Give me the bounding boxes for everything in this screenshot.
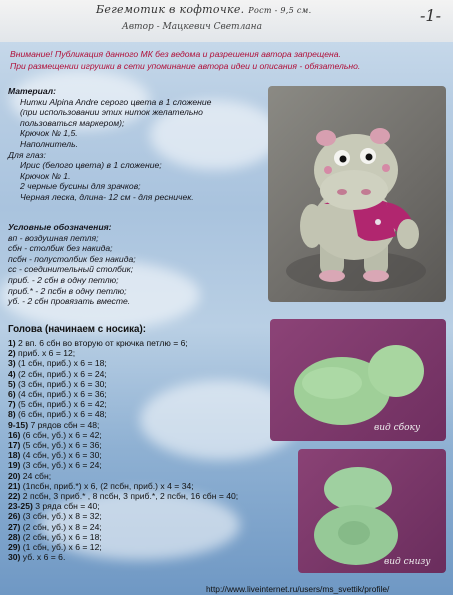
row-number: 1) (8, 338, 16, 348)
row-number: 3) (8, 358, 16, 369)
head-row (8, 420, 238, 430)
side-view-caption: вид сбоку (374, 423, 421, 433)
materials-line: пользоваться маркером); (20, 117, 125, 128)
head-section-title: Голова (начинаем с носика): (8, 324, 146, 335)
head-row (8, 399, 238, 409)
head-row (8, 522, 238, 532)
legend-line: сс - соединительный столбик; (8, 264, 134, 275)
row-number: 28) (8, 531, 21, 542)
row-text: 2 вп. 6 сбн во вторую от крючка петлю = 6; (15, 338, 188, 348)
row-text: (4 сбн, приб.) х 6 = 36; (15, 389, 107, 400)
page-header (0, 0, 453, 42)
head-row (8, 532, 238, 542)
row-text: 3 ряда сбн = 40; (32, 501, 100, 512)
head-row (8, 460, 238, 470)
row-text: (5 сбн, приб.) х 6 = 42; (15, 399, 107, 410)
row-text: (4 сбн, уб.) х 6 = 30; (20, 450, 102, 461)
row-number: 21) (8, 480, 21, 491)
row-text: уб. х 6 = 6. (20, 552, 66, 563)
head-row (8, 389, 238, 399)
head-row (8, 348, 238, 358)
row-text: (1 сбн, уб.) х 6 = 12; (20, 542, 102, 553)
head-row (8, 471, 238, 481)
row-text: (2 сбн, приб.) х 6 = 24; (15, 368, 107, 379)
bottom-view-caption: вид снизу (384, 557, 431, 567)
row-number: 30) (8, 552, 21, 563)
row-text: 2 псбн, 3 приб.* , 8 псбн, 3 приб.*, 2 псбн, 16 сбн = 40; (20, 491, 239, 502)
legend-line: уб. - 2 сбн провязать вместе. (8, 296, 131, 307)
row-text: 7 рядов сбн = 48; (28, 419, 100, 430)
row-number: 29) (8, 542, 21, 553)
page-title: Бегемотик в кофточке. Рост - 9,5 см. (96, 3, 312, 16)
legend-line: сбн - столбик без накида; (8, 243, 113, 254)
materials-heading: Материал: (8, 86, 56, 96)
hippo-toy-illustration (268, 86, 446, 302)
head-row (8, 501, 238, 511)
row-text: (6 сбн, приб.) х 6 = 48; (15, 409, 107, 420)
eyes-heading: Для глаз: (8, 149, 46, 160)
row-number: 8) (8, 409, 16, 420)
row-text: (1псбн, приб.*) х 6, (2 псбн, приб.) х 4 = 34; (20, 480, 194, 491)
bottom-view-illustration (298, 449, 446, 573)
warning-line-1: Внимание! Публикация данного МК без ведома и разрешения автора запрещена. (10, 49, 341, 59)
head-row (8, 338, 238, 348)
row-text: (2 сбн, уб.) х 6 = 18; (20, 531, 102, 542)
row-number: 4) (8, 368, 16, 379)
row-text: (1 сбн, приб.) х 6 = 18; (15, 358, 107, 369)
side-view-photo (270, 319, 446, 441)
row-text: 24 сбн; (20, 470, 52, 481)
eyes-line: 2 черные бусины для зрачков; (20, 181, 141, 192)
legend-line: вп - воздушная петля; (8, 232, 99, 243)
legend-line: приб. - 2 сбн в одну петлю; (8, 274, 119, 285)
head-row (8, 491, 238, 501)
head-row (8, 542, 238, 552)
legend-line: приб.* - 2 псбн в одну петлю; (8, 285, 127, 296)
legend-block (8, 222, 136, 307)
row-text: приб. х 6 = 12; (15, 348, 76, 359)
head-row (8, 511, 238, 521)
warning-line-2: При размещении игрушки в сети упоминание автора идеи и описания - обязательно. (10, 61, 361, 71)
row-number: 19) (8, 460, 21, 471)
row-number: 7) (8, 399, 16, 410)
row-number: 16) (8, 429, 21, 440)
legend-heading: Условные обозначения: (8, 222, 112, 232)
materials-line: Крючок № 1,5. (20, 128, 78, 139)
row-number: 17) (8, 440, 21, 451)
head-row (8, 450, 238, 460)
hippo-photo (268, 86, 446, 302)
author-line: Автор - Мацкевич Светлана (122, 22, 262, 32)
row-number: 22) (8, 491, 21, 502)
row-number: 27) (8, 521, 21, 532)
materials-line: (при использовании этих ниток желательно (20, 107, 203, 118)
head-row (8, 358, 238, 368)
bottom-view-photo (298, 449, 446, 573)
head-row (8, 440, 238, 450)
source-url[interactable]: http://www.liveinternet.ru/users/ms_svettik/profile/ (206, 584, 390, 594)
head-row (8, 379, 238, 389)
row-number: 20) (8, 470, 21, 481)
row-number: 6) (8, 389, 16, 400)
head-row (8, 409, 238, 419)
row-number: 5) (8, 378, 16, 389)
materials-line: Наполнитель. (20, 138, 78, 149)
head-row (8, 369, 238, 379)
eyes-line: Крючок № 1. (20, 170, 71, 181)
row-text: (3 сбн, уб.) х 8 = 32; (20, 511, 102, 522)
row-text: (6 сбн, уб.) х 6 = 42; (20, 429, 102, 440)
row-number: 2) (8, 348, 16, 359)
row-number: 9-15) (8, 419, 29, 430)
row-text: (2 сбн, уб.) х 8 = 24; (20, 521, 102, 532)
head-row (8, 430, 238, 440)
head-row (8, 481, 238, 491)
eyes-line: Черная леска, длина- 12 см - для ресничек. (20, 191, 194, 202)
row-text: (3 сбн, приб.) х 6 = 30; (15, 378, 107, 389)
page-number: -1- (420, 6, 441, 25)
materials-line: Нитки Alpina Andre серого цвета в 1 сложение (20, 96, 212, 107)
row-text: (3 сбн, уб.) х 6 = 24; (20, 460, 102, 471)
materials-block (8, 86, 211, 203)
legend-line: псбн - полустолбик без накида; (8, 253, 136, 264)
row-number: 18) (8, 450, 21, 461)
row-number: 26) (8, 511, 21, 522)
eyes-line: Ирис (белого цвета) в 1 сложение; (20, 160, 162, 171)
head-rows (8, 338, 238, 562)
head-row (8, 552, 238, 562)
row-text: (5 сбн, уб.) х 6 = 36; (20, 440, 102, 451)
row-number: 23-25) (8, 501, 33, 512)
